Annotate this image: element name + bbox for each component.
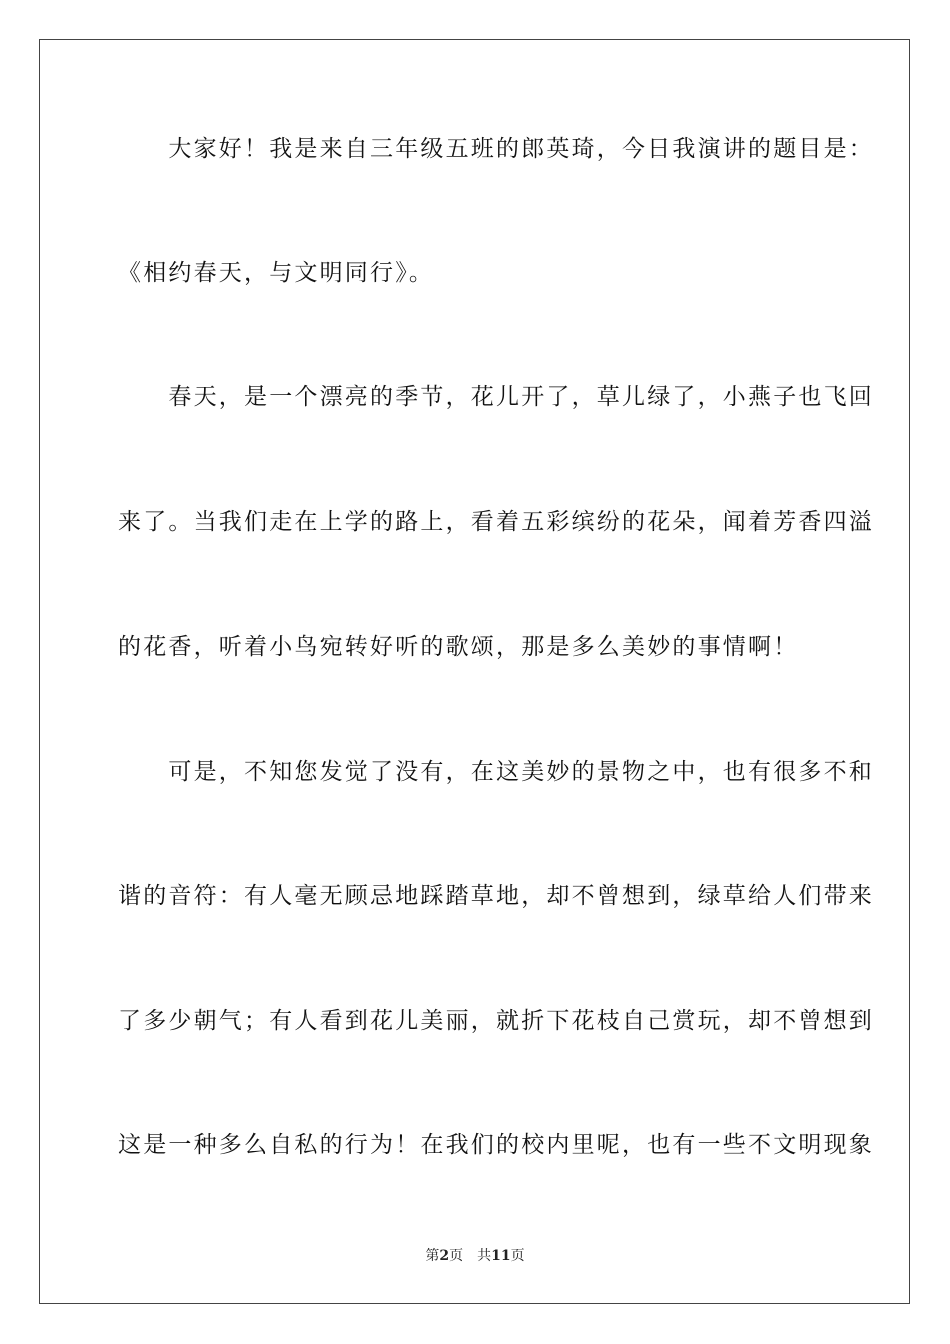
page-suffix: 页 — [449, 1248, 464, 1264]
page-frame — [39, 39, 910, 1304]
page-footer — [0, 1246, 950, 1266]
total-pages: 11 — [491, 1248, 511, 1264]
text-line-2: 《相约春天，与文明同行》。 — [118, 260, 435, 286]
text-line-9: 这是一种多么自私的行为！在我们的校内里呢，也有一些不文明现象 — [118, 1132, 874, 1158]
page-number: 2 — [439, 1248, 450, 1264]
text-line-4: 来了。当我们走在上学的路上，看着五彩缤纷的花朵，闻着芳香四溢 — [118, 509, 874, 535]
total-prefix: 共 — [477, 1248, 492, 1264]
text-line-6: 可是，不知您发觉了没有，在这美妙的景物之中，也有很多不和 — [118, 759, 874, 785]
text-line-5: 的花香，听着小鸟宛转好听的歌颂，那是多么美妙的事情啊！ — [118, 634, 799, 660]
text-line-3: 春天，是一个漂亮的季节，花儿开了，草儿绿了，小燕子也飞回 — [118, 384, 874, 410]
page-prefix: 第 — [425, 1248, 440, 1264]
text-line-1: 大家好！我是来自三年级五班的郎英琦，今日我演讲的题目是： — [118, 136, 874, 162]
text-line-8: 了多少朝气；有人看到花儿美丽，就折下花枝自己赏玩，却不曾想到 — [118, 1008, 874, 1034]
text-line-7: 谐的音符：有人毫无顾忌地踩踏草地，却不曾想到，绿草给人们带来 — [118, 883, 874, 909]
total-suffix: 页 — [510, 1248, 525, 1264]
